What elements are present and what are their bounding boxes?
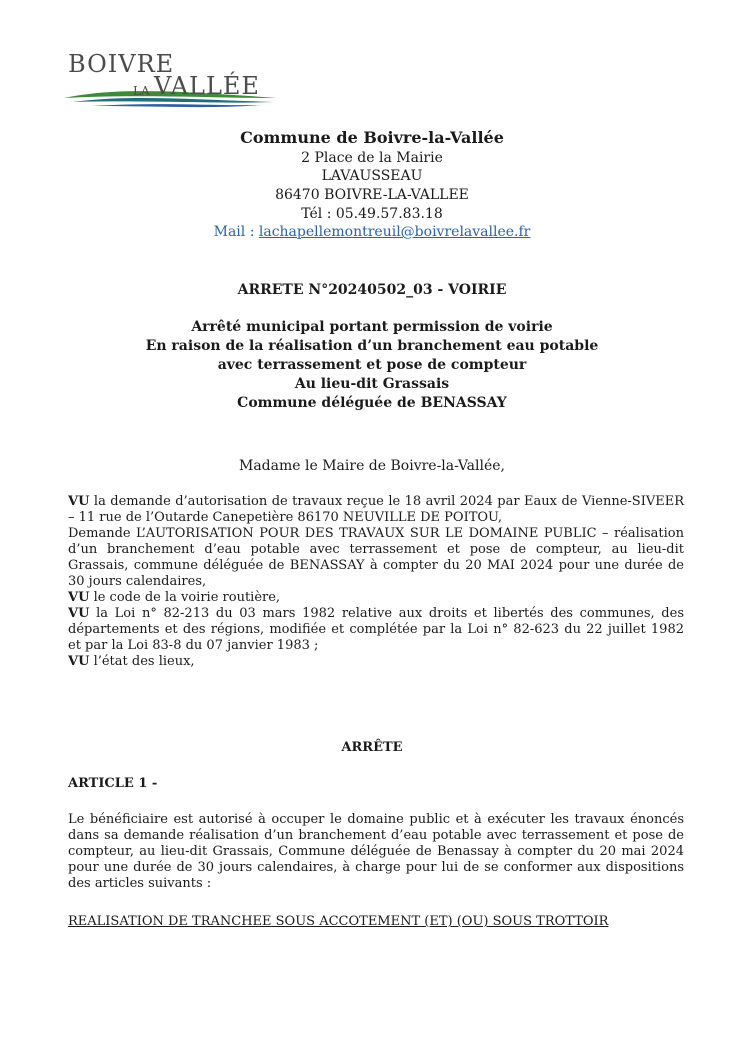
commune-name: Commune de Boivre-la-Vallée — [240, 128, 504, 147]
considerations — [68, 494, 684, 670]
subject-line: Au lieu-dit Grassais — [294, 376, 450, 392]
phone-line: Tél : 05.49.57.83.18 — [301, 206, 443, 222]
consideration-vu-3 — [68, 606, 684, 654]
subject-line: Arrêté municipal portant permission de voirie — [191, 319, 553, 335]
mail-link[interactable]: lachapellemontreuil@boivrelavallee.fr — [258, 224, 531, 240]
subject-line: avec terrassement et pose de compteur — [217, 357, 527, 373]
vu-text: l’état des lieux, — [93, 654, 195, 669]
mail-line — [0, 224, 744, 240]
vu-label: VU — [68, 590, 90, 605]
vu-label: VU — [68, 494, 90, 509]
logo-word-la: LA — [133, 84, 150, 98]
article-1-text: Le bénéficiaire est autorisé à occuper le domaine public et à exécuter les travaux énoncés dans sa demande réalisation d’un branchement d’eau potable avec terrassement et pose de compteur, au lieu-dit Grassais, Commune déléguée de Benassay à compter du 20 mai 2024 pour une durée de 30 jours calendaires, à charge pour lui de se conformer aux dispositions des articles suivants : — [68, 812, 684, 891]
arrete-heading: ARRÊTE — [341, 740, 403, 755]
mail-label: Mail : — [213, 224, 259, 240]
vu-label: VU — [68, 654, 90, 669]
section-heading: REALISATION DE TRANCHEE SOUS ACCOTEMENT (ET) (OU) SOUS TROTTOIR — [68, 914, 609, 929]
logo-word-boivre: BOIVRE — [68, 50, 175, 78]
arrete-subject — [0, 318, 744, 413]
consideration-vu-1 — [68, 494, 684, 526]
arrete-number: ARRETE N°20240502_03 - VOIRIE — [237, 282, 507, 298]
subject-line: Commune déléguée de BENASSAY — [237, 395, 507, 411]
address-line-3: 86470 BOIVRE-LA-VALLEE — [275, 187, 469, 203]
consideration-vu-2 — [68, 590, 684, 606]
salutation: Madame le Maire de Boivre-la-Vallée, — [239, 458, 505, 474]
article-1-title: ARTICLE 1 - — [68, 776, 158, 791]
vu-label: VU — [68, 606, 90, 621]
vu-text: le code de la voirie routière, — [93, 590, 281, 605]
consideration-demande: Demande L’AUTORISATION POUR DES TRAVAUX SUR LE DOMAINE PUBLIC – réalisation d’un branchement d’eau potable avec terrassement et pose de compteur, au lieu-dit Grassais, commune déléguée de BENASSAY à compter du 20 MAI 2024 pour une durée de 30 jours calendaires, — [68, 526, 684, 589]
address-line-1: 2 Place de la Mairie — [301, 150, 443, 166]
address-line-2: LAVAUSSEAU — [321, 168, 423, 184]
vu-text: la Loi n° 82-213 du 03 mars 1982 relative aux droits et libertés des communes, des départements et des régions, modifiée et complétée par la Loi n° 82-623 du 22 juillet 1982 et par la Loi 83-8 du 07 janvier 1983 ; — [68, 606, 684, 653]
vu-text: la demande d’autorisation de travaux reçue le 18 avril 2024 par Eaux de Vienne-SIVEER – 11 rue de l’Outarde Canepetière 86170 NEUVILLE DE POITOU, — [68, 494, 684, 525]
subject-line: En raison de la réalisation d’un branchement eau potable — [145, 338, 599, 354]
logo-word-vallee: VALLÉE — [154, 72, 260, 100]
consideration-vu-4 — [68, 654, 684, 670]
commune-logo — [62, 48, 282, 128]
